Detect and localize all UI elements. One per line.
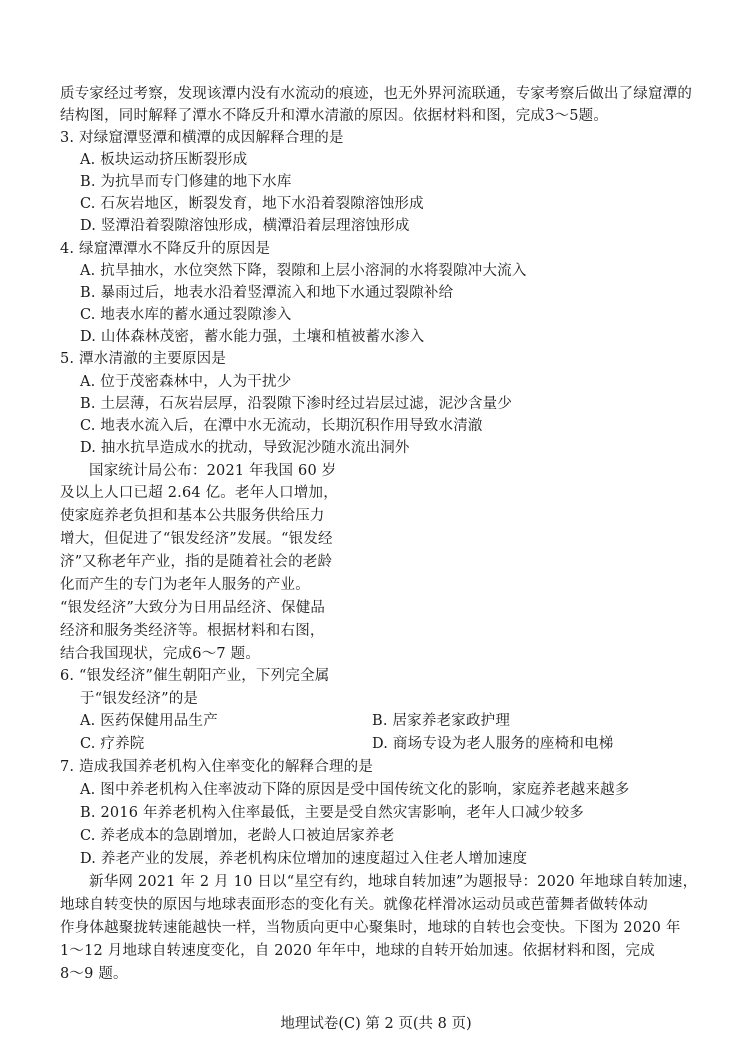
material-3-line-3: 作身体越聚拢转速能越快一样，当物质向更中心聚集时，地球的自转也会变快。下图为 2020 年 — [60, 920, 681, 936]
question-3-option-c: C. 石灰岩地区，断裂发育，地下水沿着裂隙溶蚀形成 — [80, 196, 424, 212]
material-3-line-4: 1～12 月地球自转速度变化，自 2020 年年中，地球的自转开始加速。依据材料和图，完成 — [60, 943, 655, 959]
question-5-option-d: D. 抽水抗旱造成水的扰动，导致泥沙随水流出洞外 — [80, 440, 410, 456]
question-7-option-a: A. 图中养老机构入住率波动下降的原因是受中国传统文化的影响，家庭养老越来越多 — [80, 782, 630, 798]
intro-line-2: 结构图，同时解释了潭水不降反升和潭水清澈的原因。依据材料和图，完成3～5题。 — [60, 108, 609, 124]
material-2-line-9: 结合我国现状，完成6～7 题。 — [60, 646, 261, 662]
question-5-option-b: B. 土层薄，石灰岩层厚，沿裂隙下渗时经过岩层过滤，泥沙含量少 — [80, 396, 513, 412]
question-5-option-a: A. 位于茂密森林中，人为干扰少 — [80, 374, 292, 390]
question-3-option-b: B. 为抗旱而专门修建的地下水库 — [80, 174, 292, 190]
question-7-option-c: C. 养老成本的急剧增加，老龄人口被迫居家养老 — [80, 828, 395, 844]
material-3-line-1: 新华网 2021 年 2 月 10 日以“星空有约，地球自转加速”为题报导：2020 年地球自转加速， — [89, 874, 698, 890]
question-4-option-a: A. 抗旱抽水，水位突然下降，裂隙和上层小溶洞的水将裂隙冲大流入 — [80, 263, 527, 279]
question-4-option-b: B. 暴雨过后，地表水沿着竖潭流入和地下水通过裂隙补给 — [80, 285, 454, 301]
material-2-line-3: 使家庭养老负担和基本公共服务供给压力 — [60, 508, 325, 524]
question-7-option-b: B. 2016 年养老机构入住率最低，主要是受自然灾害影响，老年人口减少较多 — [80, 805, 584, 821]
question-3-stem: 3. 对绿窟潭竖潭和横潭的成因解释合理的是 — [60, 130, 344, 146]
question-6-option-c: C. 疗养院 — [80, 736, 145, 752]
figure-placeholder — [352, 460, 712, 666]
question-6-option-b: B. 居家养老家政护理 — [372, 713, 511, 729]
material-2-line-4: 增大，但促进了“银发经济”发展。“银发经 — [60, 531, 333, 547]
question-3-option-a: A. 板块运动挤压断裂形成 — [80, 152, 248, 168]
material-2-line-5: 济”又称老年产业，指的是随着社会的老龄 — [60, 554, 333, 570]
question-4-option-c: C. 地表水库的蓄水通过裂隙渗入 — [80, 307, 292, 323]
question-4-stem: 4. 绿窟潭潭水不降反升的原因是 — [60, 241, 271, 257]
intro-line-1: 质专家经过考察，发现该潭内没有水流动的痕迹，也无外界河流联通，专家考察后做出了绿窟潭的 — [60, 86, 693, 102]
material-3-line-5: 8～9 题。 — [60, 966, 128, 982]
question-6-option-a: A. 医药保健用品生产 — [80, 713, 218, 729]
page-footer: 地理试卷(C) 第 2 页(共 8 页) — [280, 1016, 472, 1032]
question-6-option-d: D. 商场专设为老人服务的座椅和电梯 — [372, 736, 614, 752]
question-3-option-d: D. 竖潭沿着裂隙溶蚀形成，横潭沿着层理溶蚀形成 — [80, 218, 410, 234]
material-2-line-6: 化而产生的专门为老年人服务的产业。 — [60, 577, 310, 593]
question-6-stem-line-1: 6. “银发经济”催生朝阳产业，下列完全属 — [60, 668, 330, 684]
question-6-stem-line-2: 于“银发经济”的是 — [80, 691, 199, 707]
question-4-option-d: D. 山体森林茂密，蓄水能力强，土壤和植被蓄水渗入 — [80, 329, 425, 345]
material-3-line-2: 地球自转变快的原因与地球表面形态的变化有关。就像花样滑冰运动员或芭蕾舞者做转体动 — [60, 897, 648, 913]
question-5-option-c: C. 地表水流入后，在潭中水无流动，长期沉积作用导致水清澈 — [80, 418, 483, 434]
material-2-line-2: 及以上人口已超 2.64 亿。老年人口增加， — [60, 485, 338, 501]
material-2-line-1: 国家统计局公布：2021 年我国 60 岁 — [89, 463, 337, 479]
question-7-stem: 7. 造成我国养老机构入住率变化的解释合理的是 — [60, 759, 374, 775]
question-7-option-d: D. 养老产业的发展，养老机构床位增加的速度超过入住老人增加速度 — [80, 851, 528, 867]
question-5-stem: 5. 潭水清澈的主要原因是 — [60, 351, 227, 367]
material-2-line-7: “银发经济”大致分为日用品经济、保健品 — [60, 600, 326, 616]
material-2-line-8: 经济和服务类经济等。根据材料和右图， — [60, 623, 325, 639]
